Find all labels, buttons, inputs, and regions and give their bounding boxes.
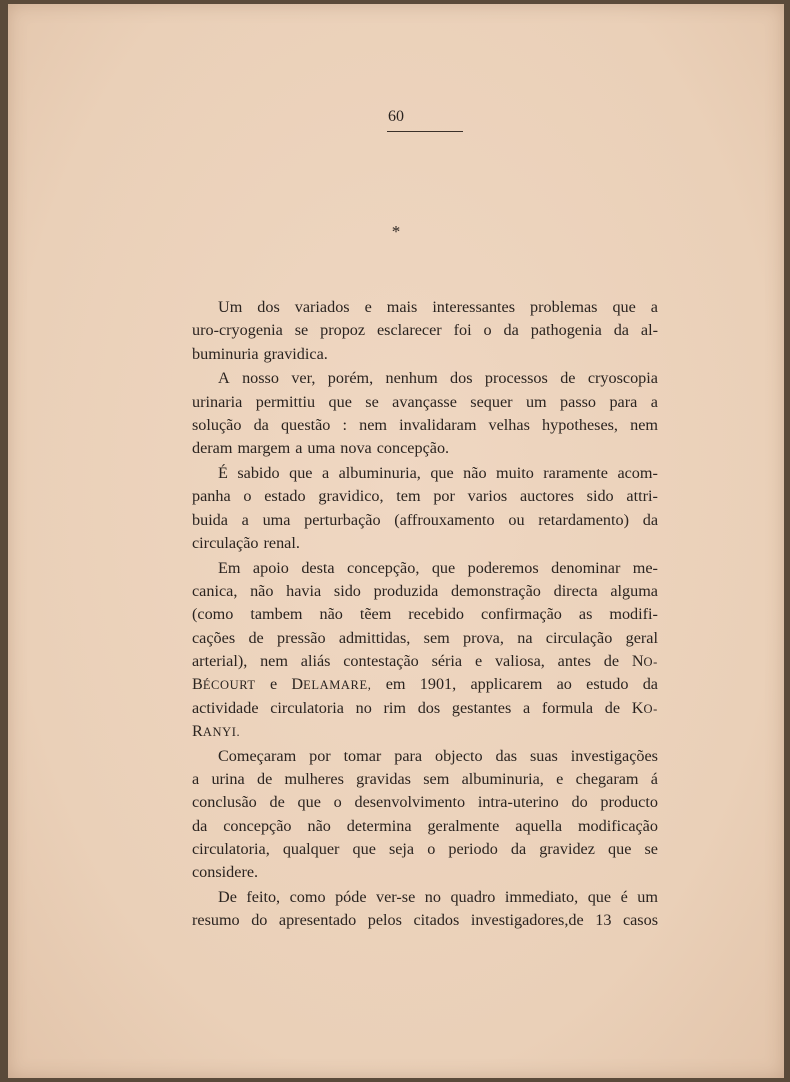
word: canica,: [192, 582, 238, 601]
word: conclusão: [192, 793, 257, 812]
word: apoio: [252, 558, 289, 577]
word: que: [608, 839, 632, 858]
word: considere.: [192, 863, 259, 882]
word: albuminuria,: [338, 464, 421, 483]
word: varios: [467, 487, 508, 506]
word: prova,: [463, 628, 504, 647]
body-text: [192, 296, 658, 933]
word: producto: [600, 793, 658, 812]
word: as: [578, 605, 593, 624]
word: sido: [586, 487, 614, 506]
word: valiosa,: [494, 651, 545, 670]
word: gravidica.: [263, 344, 328, 363]
word: como: [289, 887, 326, 906]
word: perturbação: [304, 510, 381, 529]
word: processos: [484, 369, 548, 388]
word: gravidico,: [318, 487, 384, 506]
word: ao: [556, 675, 572, 694]
word: a: [650, 392, 658, 411]
word: o: [483, 321, 492, 340]
word: immediato,: [504, 887, 579, 906]
word: se: [644, 839, 658, 858]
word: no: [355, 698, 372, 717]
text-line: [192, 485, 658, 508]
word: chegaram: [575, 769, 639, 788]
word: nenhum: [385, 369, 438, 388]
word: A: [218, 369, 230, 388]
word: admittidas,: [338, 628, 411, 647]
text-line: [192, 391, 658, 414]
text-line: [192, 650, 658, 673]
word: nem: [359, 415, 387, 434]
word: urina: [211, 769, 245, 788]
word: em: [385, 675, 406, 694]
word: me-: [632, 558, 658, 577]
word: seja: [388, 839, 415, 858]
word: passo: [560, 392, 597, 411]
word: que: [289, 464, 313, 483]
word: propoz: [320, 321, 366, 340]
word: a: [650, 298, 658, 316]
word: Começaram: [218, 746, 297, 765]
word: (como: [192, 605, 234, 624]
word: porém,: [327, 369, 374, 388]
word: confirmação: [481, 605, 562, 624]
word: feito,: [246, 887, 281, 906]
word: da: [253, 415, 269, 434]
word: se: [365, 392, 379, 411]
word: que: [297, 793, 321, 812]
word: um: [637, 887, 658, 906]
word: nosso: [242, 369, 279, 388]
word: aquella: [515, 816, 563, 835]
word: sequer: [470, 392, 513, 411]
word: casos: [622, 911, 658, 930]
word: a: [522, 698, 531, 717]
word: cações: [192, 628, 236, 647]
word: sem: [423, 628, 450, 647]
word: hypotheses,: [542, 415, 618, 434]
word: circulação: [192, 533, 259, 552]
word: a: [192, 769, 200, 788]
text-line: [192, 343, 658, 366]
word: geral: [625, 628, 658, 647]
book-page: [8, 4, 784, 1078]
word: apresentado: [278, 911, 357, 930]
header-rule: [387, 131, 463, 132]
word: investigadores,de: [470, 911, 584, 930]
word: buminuria: [192, 344, 259, 363]
word: mais: [386, 298, 418, 316]
text-line: [192, 462, 658, 485]
word: a: [241, 510, 249, 529]
word: circulatoria,: [192, 839, 270, 858]
word: recebido: [408, 605, 465, 624]
word: para: [609, 392, 638, 411]
word: modifi-: [609, 605, 658, 624]
word: determina: [346, 816, 412, 835]
word: não: [463, 464, 487, 483]
word: e: [364, 298, 372, 316]
word: da: [613, 321, 629, 340]
word: dos: [417, 698, 441, 717]
word: avançasse: [392, 392, 457, 411]
text-line: [192, 532, 658, 555]
word: dos: [450, 369, 473, 388]
word: renal.: [263, 533, 300, 552]
word: sabido: [237, 464, 280, 483]
word: nova: [340, 439, 372, 458]
word: concepção.: [376, 439, 450, 458]
word: attri-: [626, 487, 658, 506]
word: e: [474, 651, 483, 670]
word: albuminuria,: [461, 769, 544, 788]
word: de: [256, 769, 273, 788]
word: o: [243, 487, 252, 506]
word: da: [510, 839, 527, 858]
word: nem: [630, 415, 658, 434]
word: solução: [192, 415, 242, 434]
word: não: [319, 605, 343, 624]
word: a: [321, 464, 330, 483]
word: investigações: [570, 746, 658, 765]
word: objecto: [434, 746, 483, 765]
word: aliás: [300, 651, 331, 670]
word: suas: [529, 746, 558, 765]
text-line: [192, 886, 658, 909]
word: de: [248, 628, 264, 647]
word: Um: [218, 298, 243, 316]
word: um: [525, 392, 547, 411]
text-line: [192, 580, 658, 603]
word: margem: [237, 439, 291, 458]
word: foi: [453, 321, 472, 340]
word: alguma: [610, 582, 658, 601]
word: que: [612, 298, 636, 316]
word: e: [269, 675, 278, 694]
word: al-: [640, 321, 658, 340]
word: ou: [508, 510, 525, 529]
word: contestação: [343, 651, 419, 670]
word: que: [328, 392, 352, 411]
word: buida: [192, 510, 228, 529]
text-line: [192, 509, 658, 532]
word: séria: [431, 651, 463, 670]
word: o: [427, 839, 436, 858]
word: é: [620, 887, 628, 906]
word: das: [495, 746, 518, 765]
word: geralmente: [427, 816, 500, 835]
word: produzida: [373, 582, 439, 601]
word: gravidez: [539, 839, 595, 858]
word: qualquer: [282, 839, 340, 858]
word: De: [218, 887, 237, 906]
word: tambem: [250, 605, 303, 624]
word: 13: [595, 911, 612, 930]
text-line: [192, 557, 658, 580]
word: uma: [307, 439, 336, 458]
word: uma: [262, 510, 291, 529]
word: ver,: [291, 369, 316, 388]
word: KO-: [631, 698, 658, 717]
word: no: [424, 887, 441, 906]
word: problemas: [530, 298, 598, 316]
word: raramente: [543, 464, 608, 483]
word: gravidas: [356, 769, 411, 788]
text-line: [192, 296, 658, 319]
word: pathogenia: [530, 321, 602, 340]
word: :: [342, 415, 348, 434]
word: que: [430, 464, 454, 483]
word: (affrouxamento: [394, 510, 495, 529]
word: modificação: [577, 816, 658, 835]
word: para: [394, 746, 423, 765]
word: a: [295, 439, 303, 458]
word: e: [556, 769, 564, 788]
word: muito: [496, 464, 534, 483]
word: da: [642, 675, 658, 694]
word: circulação: [545, 628, 613, 647]
word: tem: [396, 487, 421, 506]
word: tomar: [343, 746, 382, 765]
word: não: [250, 582, 274, 601]
word: BÉCOURT: [192, 675, 256, 694]
word: de: [560, 369, 576, 388]
word: arterial),: [192, 651, 248, 670]
word: do: [251, 911, 268, 930]
word: estado: [264, 487, 306, 506]
word: applicarem: [470, 675, 543, 694]
text-line: [192, 673, 658, 696]
text-line: [192, 745, 658, 768]
word: poderemos: [467, 558, 539, 577]
text-line: [192, 627, 658, 650]
word: variados: [294, 298, 350, 316]
word: do: [571, 793, 588, 812]
word: de: [604, 698, 621, 717]
word: RANYI.: [192, 721, 241, 740]
text-line: [192, 768, 658, 791]
text-line: [192, 791, 658, 814]
text-line: [192, 603, 658, 626]
word: mulheres: [284, 769, 344, 788]
word: Em: [218, 558, 241, 577]
word: actividade: [192, 698, 259, 717]
word: havia: [286, 582, 322, 601]
word: velhas: [488, 415, 530, 434]
word: intra-uterino: [477, 793, 559, 812]
text-line: [192, 437, 658, 460]
word: nem: [260, 651, 288, 670]
word: citados: [413, 911, 460, 930]
word: permittiu: [255, 392, 316, 411]
text-line: [192, 319, 658, 342]
word: esclarecer: [377, 321, 442, 340]
word: que: [352, 839, 376, 858]
text-line: [192, 697, 658, 720]
word: resumo: [192, 911, 240, 930]
word: por: [433, 487, 455, 506]
word: directa: [553, 582, 598, 601]
word: pelos: [367, 911, 402, 930]
word: formula: [541, 698, 594, 717]
word: circulatoria: [270, 698, 344, 717]
word: á: [650, 769, 658, 788]
word: sem: [423, 769, 450, 788]
word: de: [269, 793, 285, 812]
word: da: [192, 816, 208, 835]
word: desta: [301, 558, 335, 577]
text-line: [192, 367, 658, 390]
word: antes: [557, 651, 591, 670]
word: sido: [333, 582, 361, 601]
text-line: [192, 861, 658, 884]
word: urinaria: [192, 392, 243, 411]
word: ver-se: [376, 887, 416, 906]
word: questão: [280, 415, 331, 434]
text-line: [192, 815, 658, 838]
word: concepção,: [347, 558, 420, 577]
word: auctores: [519, 487, 574, 506]
word: póde: [335, 887, 367, 906]
word: de: [603, 651, 620, 670]
text-line: [192, 838, 658, 861]
word: NO-: [631, 651, 658, 670]
word: denominar: [551, 558, 621, 577]
text-line: [192, 720, 658, 743]
word: É: [218, 464, 228, 483]
word: interessantes: [432, 298, 516, 316]
word: por: [309, 746, 331, 765]
word: desenvolvimento: [354, 793, 466, 812]
word: invalidaram: [399, 415, 477, 434]
word: dos: [257, 298, 280, 316]
text-line: [192, 414, 658, 437]
word: rim: [383, 698, 406, 717]
word: pressão: [277, 628, 326, 647]
word: 1901,: [419, 675, 457, 694]
word: deram: [192, 439, 233, 458]
word: gestantes: [451, 698, 512, 717]
word: periodo: [448, 839, 498, 858]
word: tẽem: [359, 605, 392, 624]
section-separator: *: [391, 222, 401, 241]
word: cryoscopia: [587, 369, 658, 388]
word: se: [294, 321, 309, 340]
word: que: [431, 558, 456, 577]
word: da: [503, 321, 519, 340]
word: da: [642, 510, 658, 529]
page-number: 60: [388, 108, 404, 125]
word: DELAMARE,: [291, 675, 372, 694]
word: demonstração: [451, 582, 541, 601]
word: na: [517, 628, 533, 647]
word: que: [587, 887, 612, 906]
word: panha: [192, 487, 231, 506]
word: retardamento): [538, 510, 630, 529]
text-line: [192, 909, 658, 932]
word: quadro: [450, 887, 496, 906]
word: acom-: [617, 464, 658, 483]
word: não: [307, 816, 331, 835]
word: o: [333, 793, 342, 812]
word: uro-cryogenia: [192, 321, 283, 340]
word: estudo: [586, 675, 629, 694]
word: concepção: [223, 816, 292, 835]
